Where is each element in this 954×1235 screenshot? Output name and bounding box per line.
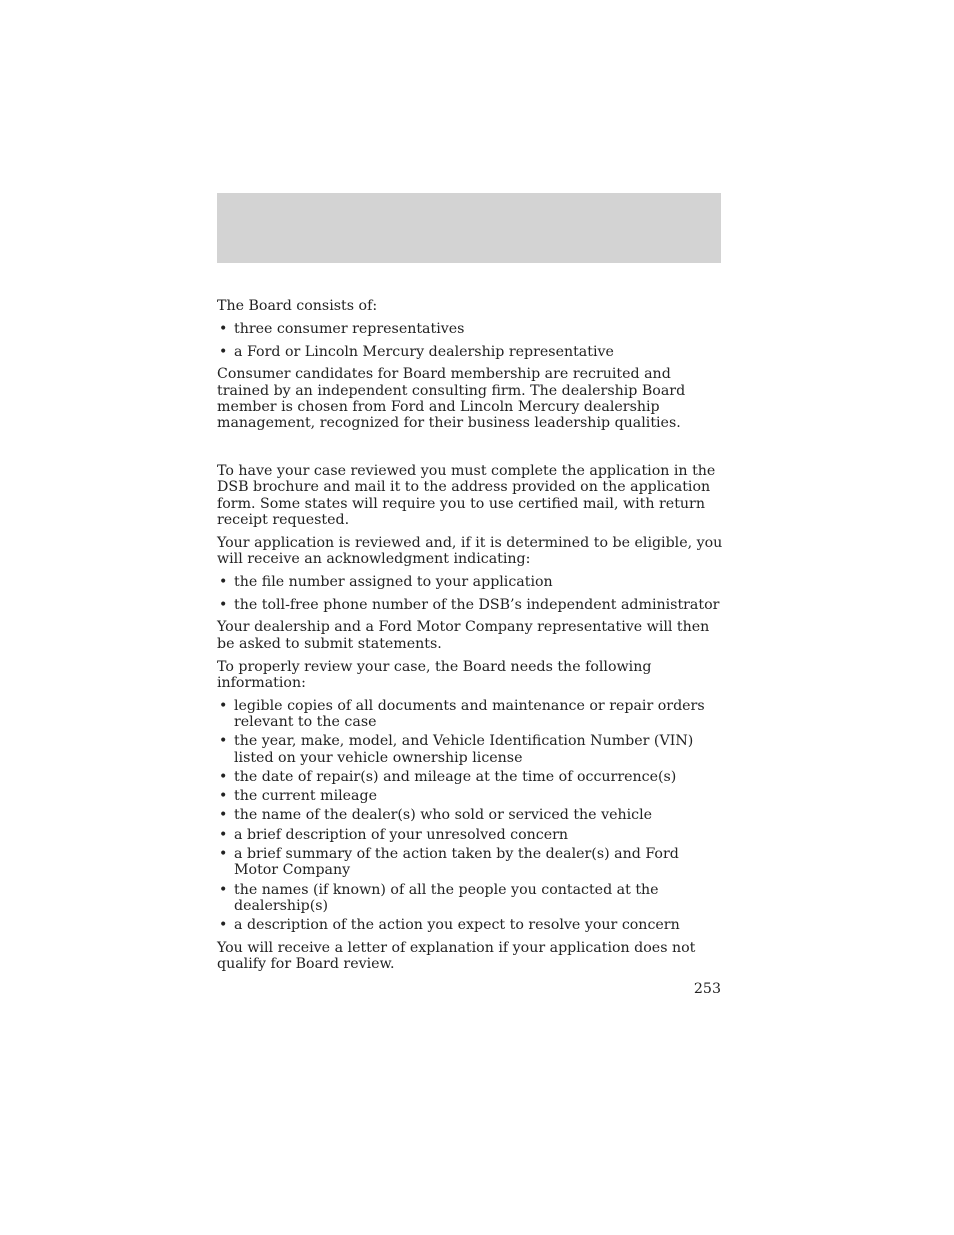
list-item: • the year, make, model, and Vehicle Identification Number (VIN) listed on your vehicle ownership license <box>219 733 694 766</box>
required-info-list <box>217 698 723 934</box>
section-header-band <box>217 193 721 263</box>
bullet-icon: • <box>219 846 228 863</box>
bullet-icon: • <box>219 788 228 805</box>
list-item: • the current mileage <box>219 788 377 805</box>
page-content <box>217 298 723 979</box>
bullet-icon: • <box>219 573 228 590</box>
list-item: • a brief summary of the action taken by the dealer(s) and Ford Motor Company <box>219 846 679 879</box>
board-intro: The Board consists of: <box>217 298 378 314</box>
info-intro-paragraph: To properly review your case, the Board needs the following information: <box>217 658 652 691</box>
list-item: • a brief description of your unresolved concern <box>219 826 569 843</box>
statements-paragraph: Your dealership and a Ford Motor Company representative will then be asked to submit statements. <box>217 619 710 652</box>
bullet-icon: • <box>219 343 228 360</box>
list-item: • the file number assigned to your application <box>219 573 553 590</box>
bullet-icon: • <box>219 697 228 714</box>
application-how-to-paragraph: To have your case reviewed you must complete the application in the DSB brochure and mail it to the address provided on the application form. Some states will require you to use certified mail, with return receipt requested. <box>217 463 716 528</box>
bullet-icon: • <box>219 807 228 824</box>
bullet-icon: • <box>219 768 228 785</box>
closing-paragraph: You will receive a letter of explanation if your application does not qualify for Board review. <box>217 940 696 973</box>
acknowledgment-list <box>217 574 723 613</box>
list-item: • a description of the action you expect to resolve your concern <box>219 917 680 934</box>
bullet-icon: • <box>219 881 228 898</box>
page-number: 253 <box>693 981 721 997</box>
list-item: • three consumer representatives <box>219 320 465 337</box>
list-item: • the names (if known) of all the people you contacted at the dealership(s) <box>219 881 659 914</box>
bullet-icon: • <box>219 826 228 843</box>
list-item: • the date of repair(s) and mileage at the time of occurrence(s) <box>219 768 677 785</box>
list-item: • the toll-free phone number of the DSB’s independent administrator <box>219 596 720 613</box>
bullet-icon: • <box>219 596 228 613</box>
bullet-icon: • <box>219 733 228 750</box>
list-item: • legible copies of all documents and maintenance or repair orders relevant to the case <box>219 697 705 730</box>
board-candidates-paragraph: Consumer candidates for Board membership are recruited and trained by an independent consulting firm. The dealership Board member is chosen from Ford and Lincoln Mercury dealership management, recognized for their business leadership qualities. <box>217 366 686 432</box>
bullet-icon: • <box>219 320 228 337</box>
application-review-paragraph: Your application is reviewed and, if it is determined to be eligible, you will receive an acknowledgment indicating: <box>217 534 723 568</box>
list-item: • a Ford or Lincoln Mercury dealership representative <box>219 343 614 360</box>
bullet-icon: • <box>219 917 228 934</box>
list-item: • the name of the dealer(s) who sold or serviced the vehicle <box>219 807 653 824</box>
board-members-list <box>217 321 723 360</box>
section-spacer <box>217 438 723 463</box>
